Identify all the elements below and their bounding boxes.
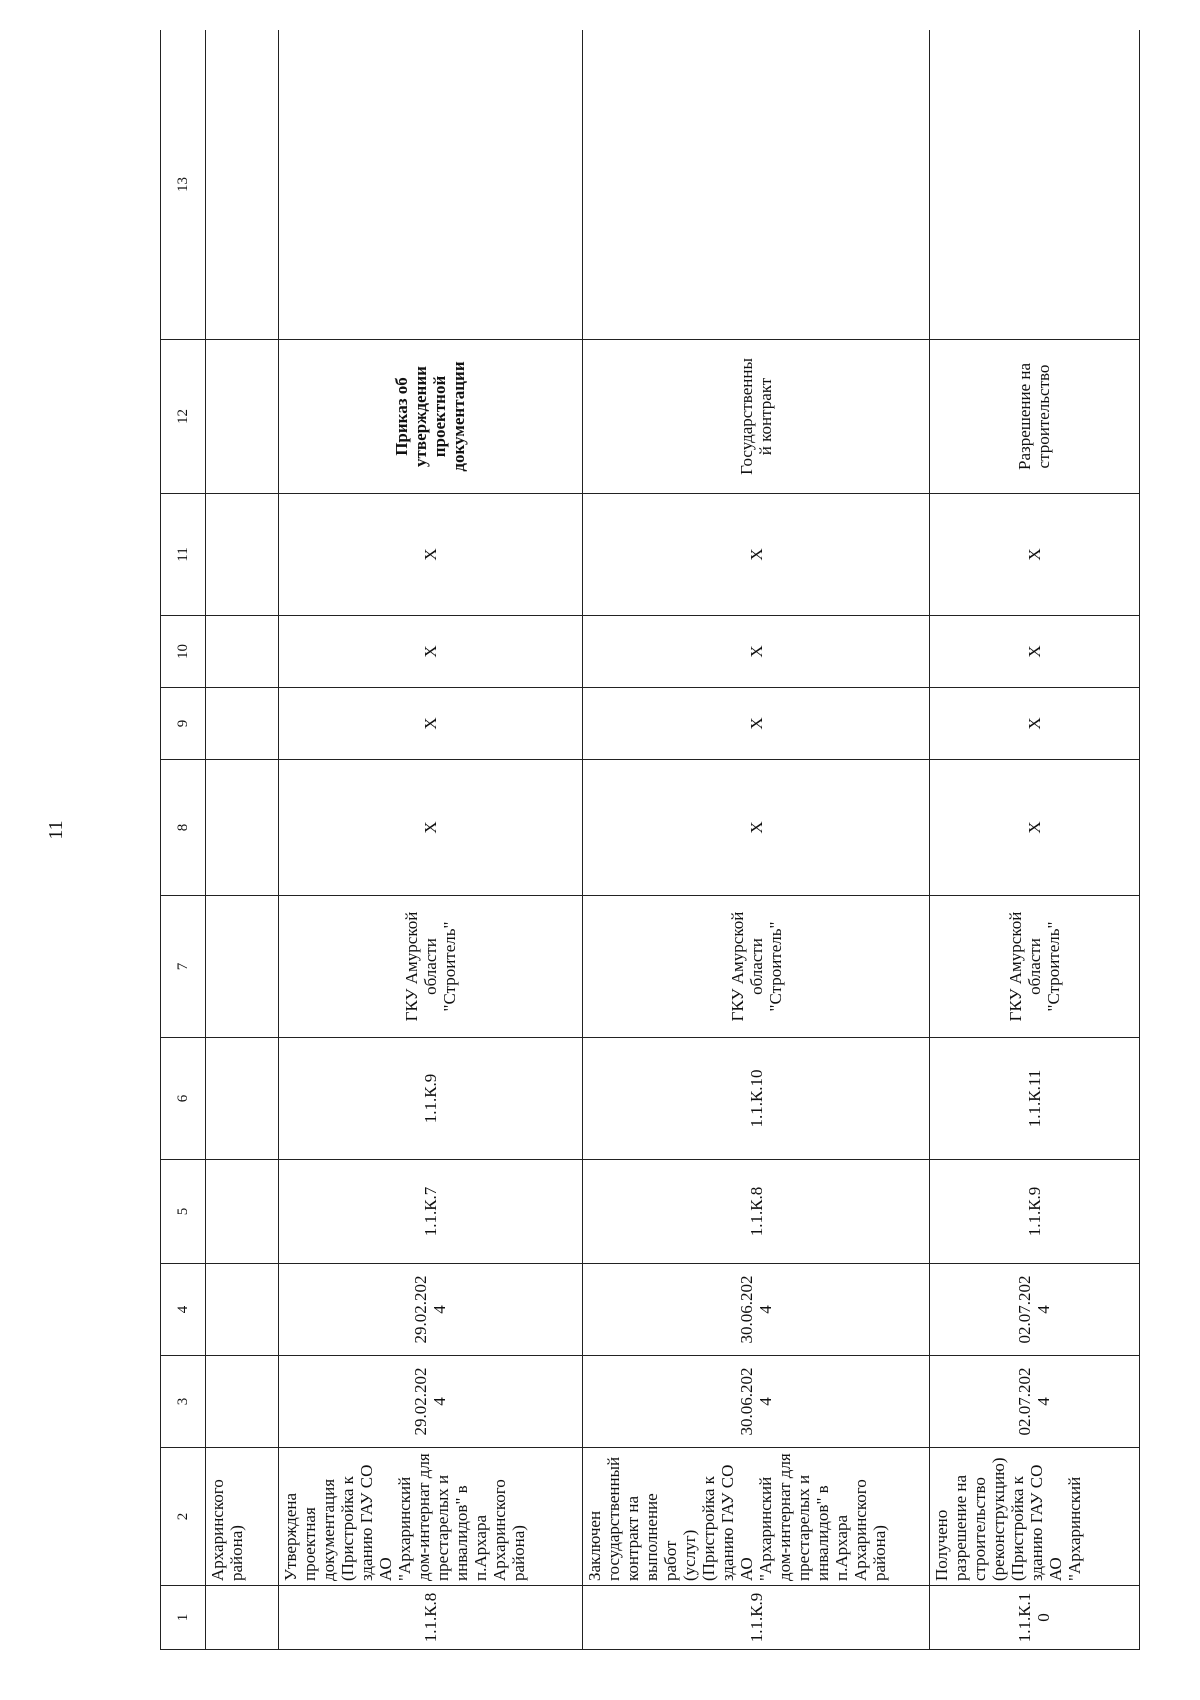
row-col9: X [929, 688, 1139, 760]
cont-cell-10 [206, 616, 278, 688]
row-col13 [278, 30, 583, 340]
header-cell-1: 1 [161, 1586, 206, 1650]
header-cell-5: 5 [161, 1160, 206, 1264]
continuation-row [206, 30, 278, 1650]
row-col11: X [278, 494, 583, 616]
row-document: Государственны й контракт [583, 340, 930, 494]
row-next: 1.1.К.9 [278, 1038, 583, 1160]
row-col11: X [929, 494, 1139, 616]
table-row [583, 30, 930, 1650]
cont-cell-13 [206, 30, 278, 340]
row-document: Разрешение на строительство [929, 340, 1139, 494]
plan-table [160, 30, 1140, 1650]
page-number [44, 818, 92, 842]
row-col10: X [583, 616, 930, 688]
cont-cell-4 [206, 1264, 278, 1356]
header-cell-9: 9 [161, 688, 206, 760]
row-responsible: ГКУ Амурской области "Строитель" [929, 896, 1139, 1038]
cont-cell-6 [206, 1038, 278, 1160]
row-col10: X [278, 616, 583, 688]
row-col8: X [929, 760, 1139, 896]
table-row [929, 30, 1139, 1650]
row-start-date: 30.06.202 4 [583, 1356, 930, 1448]
row-name: Заключен государственный контракт на выполнение работ (услуг) (Пристройка к зданию ГАУ СО АО "Архаринский дом-интернат для престарелых и инвалидов" в п.Архара Архаринского района) [583, 1448, 930, 1586]
row-responsible: ГКУ Амурской области "Строитель" [278, 896, 583, 1038]
row-name: Получено разрешение на строительство (реконструкцию) (Пристройка к зданию ГАУ СО АО "Архаринский [929, 1448, 1139, 1586]
rotated-table [160, 30, 1140, 1650]
cont-cell-1 [206, 1586, 278, 1650]
row-responsible: ГКУ Амурской области "Строитель" [583, 896, 930, 1038]
cont-cell-11 [206, 494, 278, 616]
header-cell-3: 3 [161, 1356, 206, 1448]
cont-cell-12 [206, 340, 278, 494]
row-col13 [929, 30, 1139, 340]
row-end-date: 02.07.202 4 [929, 1264, 1139, 1356]
cont-cell-2: Архаринского района) [206, 1448, 278, 1586]
header-cell-10: 10 [161, 616, 206, 688]
header-cell-12: 12 [161, 340, 206, 494]
row-end-date: 29.02.202 4 [278, 1264, 583, 1356]
header-cell-4: 4 [161, 1264, 206, 1356]
cont-cell-9 [206, 688, 278, 760]
row-col9: X [583, 688, 930, 760]
cont-cell-3 [206, 1356, 278, 1448]
row-end-date: 30.06.202 4 [583, 1264, 930, 1356]
row-start-date: 02.07.202 4 [929, 1356, 1139, 1448]
page-number-text: 11 [45, 820, 67, 840]
row-name: Утверждена проектная документация (Пристройка к зданию ГАУ СО АО "Архаринский дом-интернат для престарелых и инвалидов" в п.Архара Архаринского района) [278, 1448, 583, 1586]
row-id: 1.1.К.8 [278, 1586, 583, 1650]
row-next: 1.1.К.11 [929, 1038, 1139, 1160]
cont-cell-5 [206, 1160, 278, 1264]
row-document: Приказ об утверждении проектной документации [278, 340, 583, 494]
row-col11: X [583, 494, 930, 616]
header-cell-6: 6 [161, 1038, 206, 1160]
header-cell-2: 2 [161, 1448, 206, 1586]
row-id: 1.1.К.10 [929, 1586, 1139, 1650]
header-cell-13: 13 [161, 30, 206, 340]
header-cell-8: 8 [161, 760, 206, 896]
row-prev: 1.1.К.8 [583, 1160, 930, 1264]
cont-cell-7 [206, 896, 278, 1038]
row-id: 1.1.К.9 [583, 1586, 930, 1650]
row-prev: 1.1.К.7 [278, 1160, 583, 1264]
cont-cell-8 [206, 760, 278, 896]
row-next: 1.1.К.10 [583, 1038, 930, 1160]
row-col8: X [583, 760, 930, 896]
row-col8: X [278, 760, 583, 896]
header-cell-11: 11 [161, 494, 206, 616]
row-col13 [583, 30, 930, 340]
header-row [161, 30, 206, 1650]
row-col9: X [278, 688, 583, 760]
row-col10: X [929, 616, 1139, 688]
table-container [160, 30, 1140, 1650]
header-cell-7: 7 [161, 896, 206, 1038]
table-row [278, 30, 583, 1650]
row-prev: 1.1.К.9 [929, 1160, 1139, 1264]
row-start-date: 29.02.202 4 [278, 1356, 583, 1448]
